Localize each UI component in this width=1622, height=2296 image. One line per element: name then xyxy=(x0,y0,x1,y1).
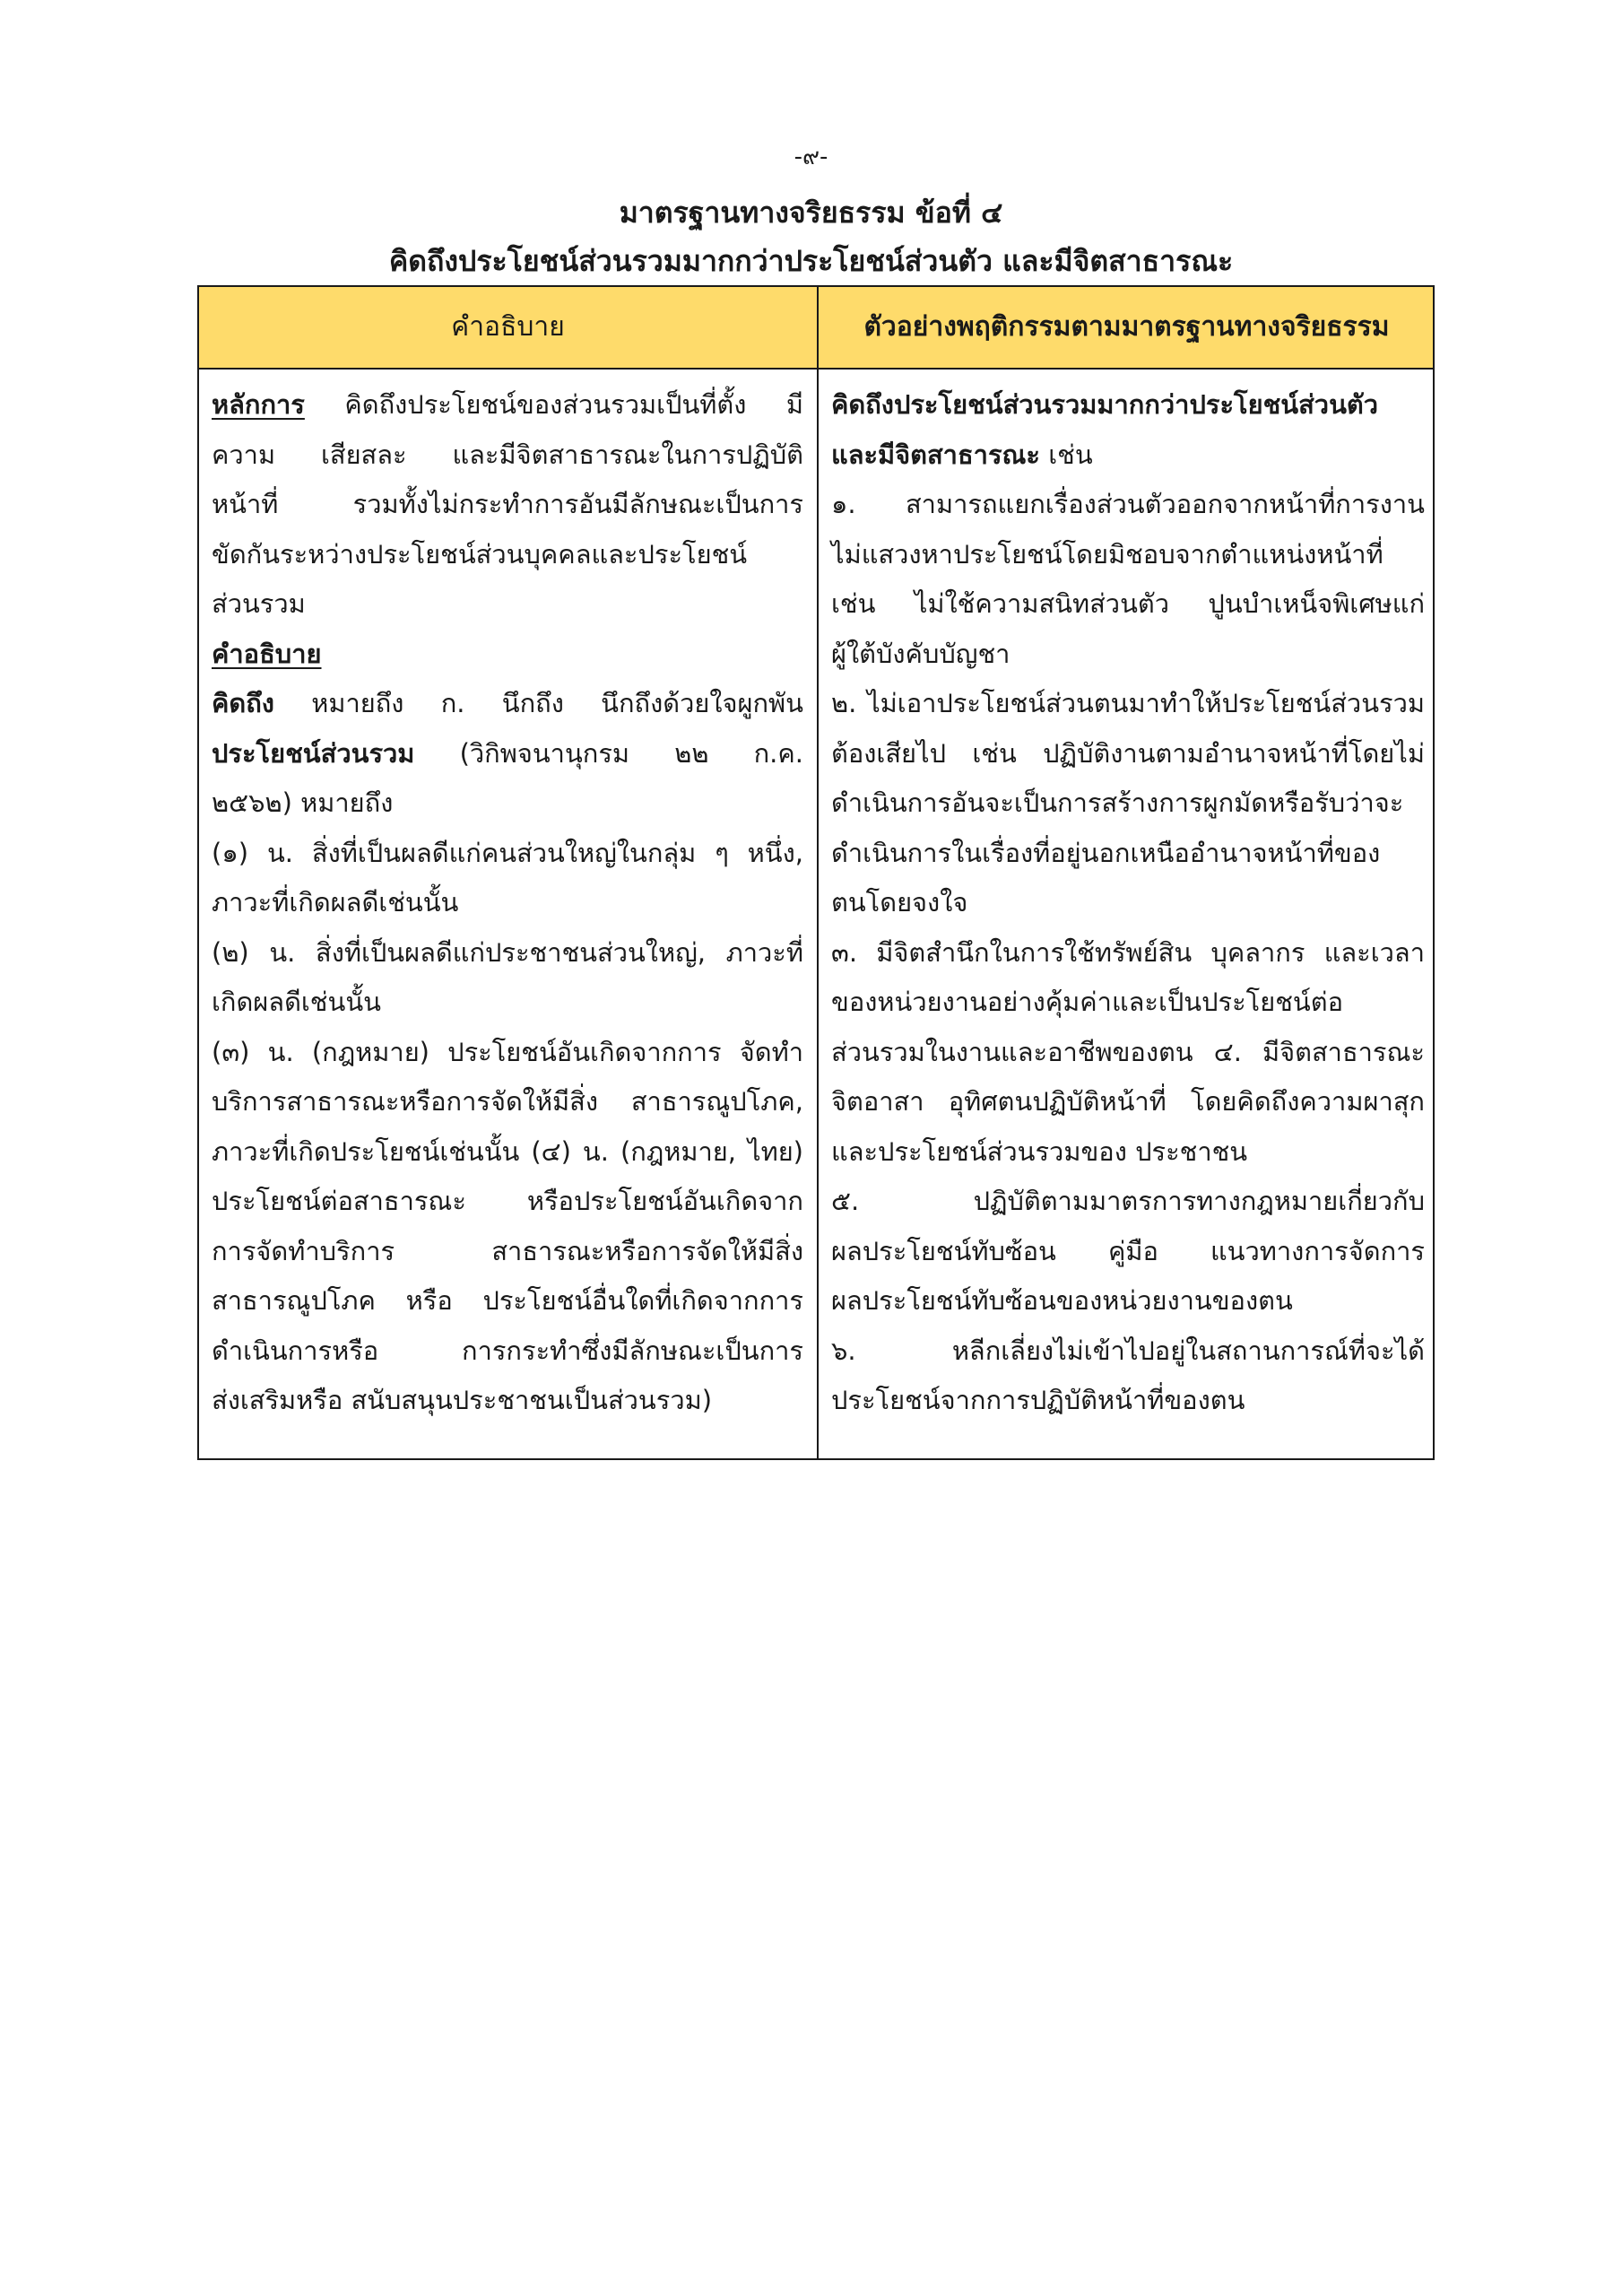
text-line: ดำเนินการอันจะเป็นการสร้างการผูกมัดหรือรับว่าจะ xyxy=(831,787,1404,818)
explanation-heading: คำอธิบาย xyxy=(212,638,322,669)
table-header-row xyxy=(199,287,1433,370)
text-line: และมีจิตสาธารณะ เช่น xyxy=(831,439,1093,470)
text-line: ขัดกันระหว่างประโยชน์ส่วนบุคคลและประโยชน์ xyxy=(212,538,748,570)
text-line xyxy=(831,380,1425,430)
text-line: (๒) น. สิ่งที่เป็นผลดีแก่ประชาชนส่วนใหญ่, ภาวะที่ xyxy=(212,936,803,968)
text-line: บริการสาธารณะหรือการจัดให้มีสิ่ง สาธารณูปโภค, xyxy=(212,1086,803,1117)
ethics-table xyxy=(197,285,1435,1460)
examples-heading-cont: และมีจิตสาธารณะ xyxy=(831,439,1041,470)
text-line: ส่วนรวม xyxy=(212,588,306,619)
text-line: ๒. ไม่เอาประโยชน์ส่วนตนมาทำให้ประโยชน์ส่วนรวม xyxy=(831,688,1425,718)
header-behavior-examples: ตัวอย่างพฤติกรรมตามมาตรฐานทางจริยธรรม xyxy=(863,311,1390,343)
header-description: คำอธิบาย xyxy=(451,311,565,343)
text-line: ดำเนินการหรือ การกระทำซึ่งมีลักษณะเป็นการ xyxy=(212,1335,803,1366)
text-line: และประโยชน์ส่วนรวมของ ประชาชน xyxy=(831,1135,1248,1167)
page-subtitle: คิดถึงประโยชน์ส่วนรวมมากกว่าประโยชน์ส่วนตัว และมีจิตสาธารณะ xyxy=(388,244,1234,278)
page-number: -๙- xyxy=(794,144,828,170)
text-line: ผลประโยชน์ทับซ้อน คู่มือ แนวทางการจัดการ xyxy=(831,1235,1425,1266)
text-line: คิดถึง หมายถึง ก. นึกถึง นึกถึงด้วยใจผูกพัน xyxy=(212,688,803,718)
column-divider xyxy=(817,287,819,1458)
text-line: ๕. ปฏิบัติตามมาตรการทางกฎหมายเกี่ยวกับ xyxy=(831,1186,1425,1216)
text-line: ตนโดยจงใจ xyxy=(831,887,968,918)
text-line: หน้าที่ รวมทั้งไม่กระทำการอันมีลักษณะเป็นการ xyxy=(212,489,803,519)
text-line: ภาวะที่เกิดผลดีเช่นนั้น xyxy=(212,887,459,918)
principle-heading: หลักการ xyxy=(212,389,305,420)
text-line: ๒๕๖๒) หมายถึง xyxy=(212,787,394,818)
page-title: มาตรฐานทางจริยธรรม ข้อที่ ๔ xyxy=(619,196,1003,230)
text-line: ประโยชน์จากการปฏิบัติหน้าที่ของตน xyxy=(831,1385,1245,1415)
text-line: ๑. สามารถแยกเรื่องส่วนตัวออกจากหน้าที่การงาน xyxy=(831,489,1425,519)
text-line: ความ เสียสละ และมีจิตสาธารณะในการปฏิบัติ xyxy=(212,439,803,470)
text-line: (๓) น. (กฎหมาย) ประโยชน์อันเกิดจากการ จัดทำ xyxy=(212,1036,803,1067)
text-line: ภาวะที่เกิดประโยชน์เช่นนั้น (๔) น. (กฎหมาย, ไทย) xyxy=(212,1135,803,1167)
text-line: ต้องเสียไป เช่น ปฏิบัติงานตามอำนาจหน้าที่โดยไม่ xyxy=(831,737,1425,769)
text-line: ประโยชน์ส่วนรวม (วิกิพจนานุกรม ๒๒ ก.ค. xyxy=(212,737,803,769)
text-line: ส่งเสริมหรือ สนับสนุนประชาชนเป็นส่วนรวม) xyxy=(212,1385,713,1415)
text-line: ๓. มีจิตสำนึกในการใช้ทรัพย์สิน บุคลากร และเวลา xyxy=(831,936,1425,968)
text-line: (๑) น. สิ่งที่เป็นผลดีแก่คนส่วนใหญ่ในกลุ่ม ๆ หนึ่ง, xyxy=(212,837,803,868)
text-line: ๖. หลีกเลี่ยงไม่เข้าไปอยู่ในสถานการณ์ที่จะได้ xyxy=(831,1335,1425,1366)
text-line: ประโยชน์ต่อสาธารณะ หรือประโยชน์อันเกิดจาก xyxy=(212,1186,803,1216)
text-line: ไม่แสวงหาประโยชน์โดยมิชอบจากตำแหน่งหน้าที่ xyxy=(831,538,1383,570)
text-line: ของหน่วยงานอย่างคุ้มค่าและเป็นประโยชน์ต่อ xyxy=(831,987,1344,1017)
term-think-of: คิดถึง xyxy=(212,688,274,718)
text-line: สาธารณูปโภค หรือ ประโยชน์อื่นใดที่เกิดจากการ xyxy=(212,1285,803,1316)
behavior-examples-cell xyxy=(831,380,1425,1426)
text-line: เช่น ไม่ใช้ความสนิทส่วนตัว ปูนบำเหน็จพิเศษแก่ xyxy=(831,588,1425,619)
text-line: การจัดทำบริการ สาธารณะหรือการจัดให้มีสิ่ง xyxy=(212,1235,803,1266)
text-line xyxy=(212,630,803,680)
text-line: จิตอาสา อุทิศตนปฏิบัติหน้าที่ โดยคิดถึงความผาสุก xyxy=(831,1086,1425,1117)
term-public-benefit: ประโยชน์ส่วนรวม xyxy=(212,737,415,769)
text-line: ผู้ใต้บังคับบัญชา xyxy=(831,638,1010,669)
description-cell xyxy=(212,380,803,1426)
examples-heading: คิดถึงประโยชน์ส่วนรวมมากกว่าประโยชน์ส่วนตัว xyxy=(831,389,1379,420)
text-line: ผลประโยชน์ทับซ้อนของหน่วยงานของตน xyxy=(831,1285,1293,1316)
text-line: หลักการ คิดถึงประโยชน์ของส่วนรวมเป็นที่ตั้ง มี xyxy=(212,389,803,420)
text-line: ดำเนินการในเรื่องที่อยู่นอกเหนืออำนาจหน้าที่ของ xyxy=(831,837,1381,868)
text-line: เกิดผลดีเช่นนั้น xyxy=(212,987,381,1017)
text-line: ส่วนรวมในงานและอาชีพของตน ๔. มีจิตสาธารณะ xyxy=(831,1036,1425,1067)
